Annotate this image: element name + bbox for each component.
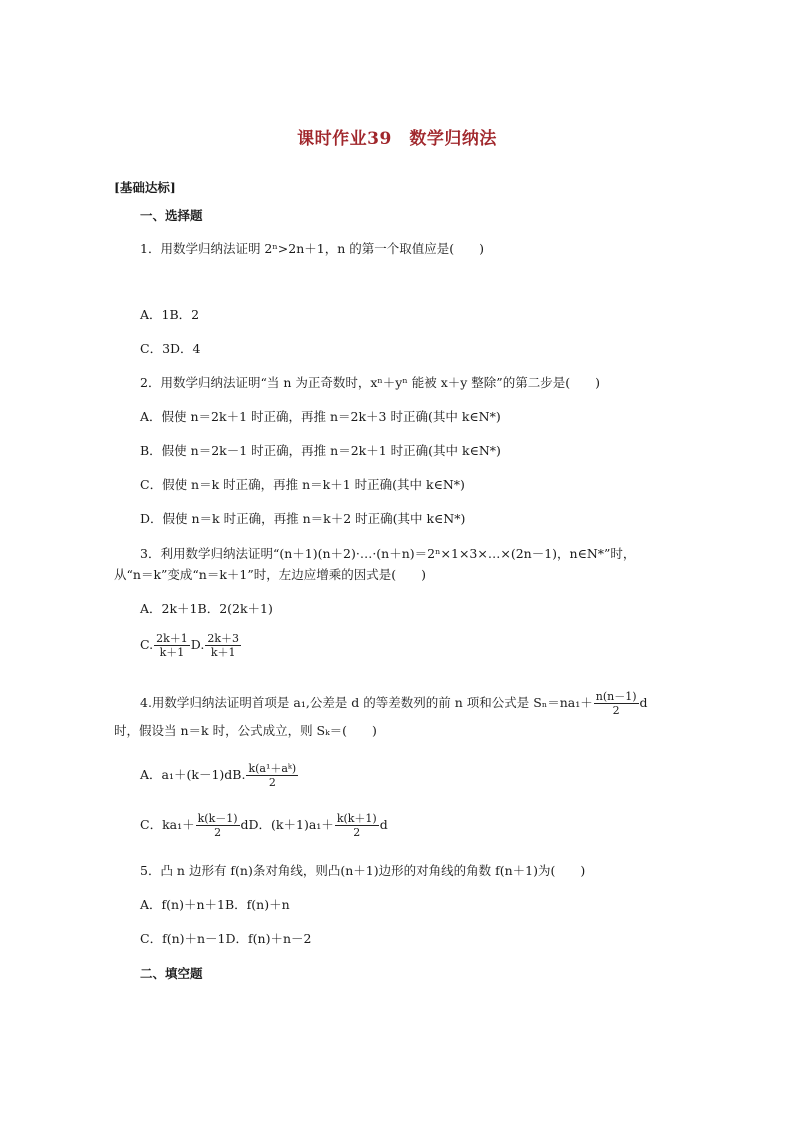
fraction-denominator: 2 [612,704,620,717]
question-1-options-cd: C．3D．4 [140,341,201,356]
question-5-options-cd: C．f(n)＋n－1D．f(n)＋n－2 [140,931,312,946]
question-2-option-a: A．假使 n＝2k＋1 时正确，再推 n＝2k＋3 时正确(其中 k∈N*) [140,409,501,424]
question-4-options-ab [140,762,299,789]
question-2-stem: 2．用数学归纳法证明“当 n 为正奇数时，xⁿ＋yⁿ 能被 x＋y 整除”的第二步是( ) [140,375,600,390]
option-c-fraction [154,632,190,659]
fraction-denominator: k＋1 [210,646,236,659]
option-c-fraction [196,812,240,839]
option-a-text: A．a₁＋(k－1)dB. [140,767,246,782]
question-5-stem: 5．凸 n 边形有 f(n)条对角线，则凸(n＋1)边形的对角线的角数 f(n＋1)为( ) [140,863,586,878]
option-d-fraction [205,632,241,659]
option-b-fraction [246,762,298,789]
section-heading-choice: 一、选择题 [140,208,203,223]
question-1-stem: 1．用数学归纳法证明 2ⁿ>2n＋1，n 的第一个取值应是( ) [140,241,484,256]
fraction-numerator: k(a¹＋aᵏ) [248,762,297,775]
question-2-option-d: D．假使 n＝k 时正确，再推 n＝k＋2 时正确(其中 k∈N*) [140,511,466,526]
question-2-option-c: C．假使 n＝k 时正确，再推 n＝k＋1 时正确(其中 k∈N*) [140,477,465,492]
fraction-numerator: 2k＋1 [156,632,188,645]
option-d-prefix: dD．(k＋1)a₁＋ [240,817,334,832]
option-c-prefix: C. [140,637,154,652]
question-5-options-ab: A．f(n)＋n＋1B．f(n)＋n [140,897,290,912]
page-title: 课时作业39 数学归纳法 [297,129,497,149]
option-d-prefix: D. [190,637,205,652]
fraction-numerator: 2k＋3 [207,632,239,645]
fraction-denominator: 2 [214,826,222,839]
section-heading-fill: 二、填空题 [140,966,203,981]
stem-text: 4.用数学归纳法证明首项是 a₁,公差是 d 的等差数列的前 n 项和公式是 Sₙ＝na₁＋ [140,695,593,710]
stem-fraction [594,690,639,717]
fraction-numerator: n(n－1) [595,690,637,703]
fraction-numerator: k(k－1) [197,812,238,825]
question-3-options-ab: A．2k＋1B．2(2k＋1) [140,601,273,616]
question-4-stem-line2: 时，假设当 n＝k 时，公式成立，则 Sₖ＝( ) [114,723,377,738]
option-c-prefix: C．ka₁＋ [140,817,195,832]
option-d-fraction [335,812,379,839]
question-4-options-cd [140,812,388,839]
stem-tail: d [639,695,648,710]
question-3-stem-line1: 3．利用数学归纳法证明“(n＋1)(n＋2)·…·(n＋n)＝2ⁿ×1×3×…×(2n－1)，n∈N*”时， [140,546,636,561]
fraction-denominator: 2 [353,826,361,839]
question-2-option-b: B．假使 n＝2k－1 时正确，再推 n＝2k＋1 时正确(其中 k∈N*) [140,443,501,458]
question-1-options-ab: A．1B．2 [140,307,200,322]
option-d-tail: d [379,817,388,832]
section-tag: [基础达标] [114,180,176,195]
question-3-options-cd [140,632,242,659]
question-3-stem-line2: 从“n＝k”变成“n＝k＋1”时，左边应增乘的因式是( ) [114,567,427,582]
fraction-numerator: k(k＋1) [336,812,377,825]
fraction-denominator: k＋1 [159,646,185,659]
question-4-stem-line1 [140,690,648,717]
fraction-denominator: 2 [268,776,276,789]
